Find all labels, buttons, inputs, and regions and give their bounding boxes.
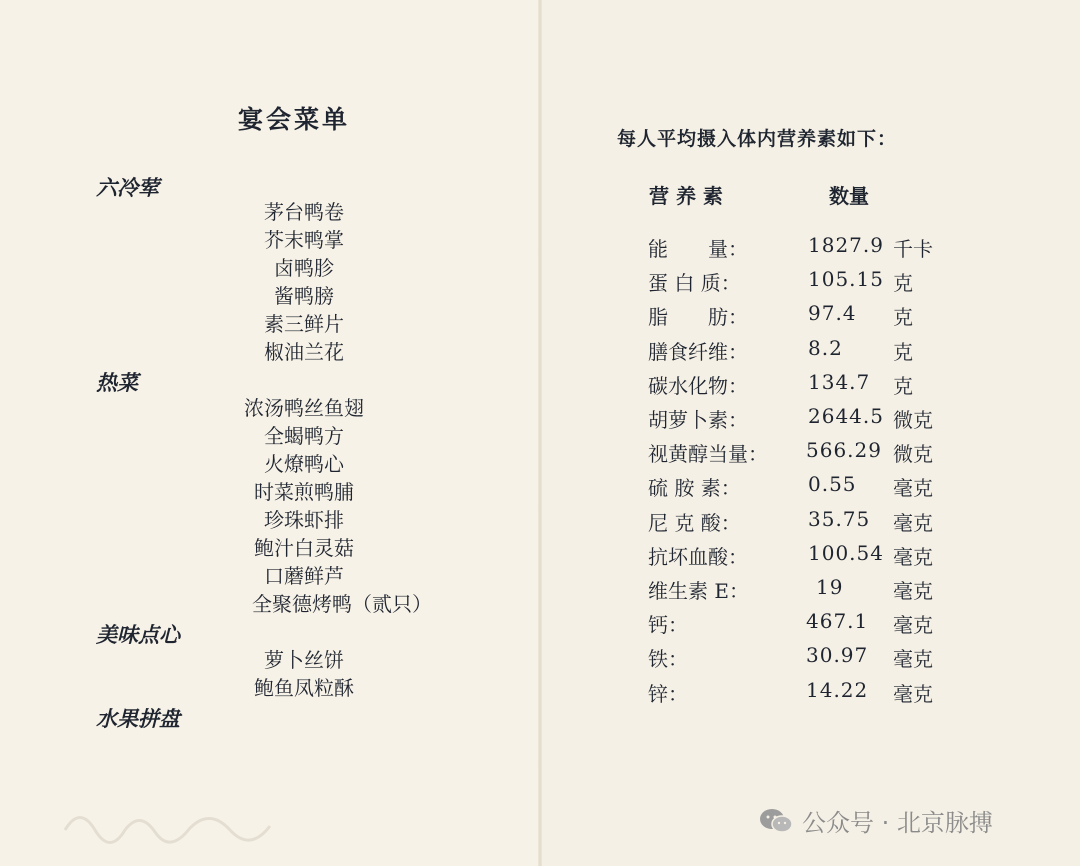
nutrient-name: 钙：	[648, 613, 688, 638]
nutrient-unit: 毫克	[893, 476, 933, 501]
category-fruit-platter: 水果拼盘	[96, 706, 180, 731]
nutrient-unit: 毫克	[893, 613, 933, 638]
watermark	[758, 803, 993, 838]
dish-item: 全聚德烤鸭（贰只）	[252, 592, 432, 616]
nutrient-name: 脂 肪：	[648, 305, 748, 330]
dish-item: 酱鸭膀	[274, 284, 334, 308]
nutrient-value: 105.15	[808, 267, 884, 292]
dish-item: 萝卜丝饼	[264, 648, 344, 672]
nutrient-value: 0.55	[808, 472, 857, 497]
dish-item: 椒油兰花	[264, 340, 344, 364]
dish-item: 时菜煎鸭脯	[254, 480, 354, 504]
nutrient-value: 100.54	[808, 540, 884, 565]
nutrient-value: 19	[816, 575, 844, 599]
nutrition-heading: 每人平均摄入体内营养素如下：	[617, 128, 898, 150]
nutrient-value: 8.2	[808, 335, 843, 360]
nutrient-value: 14.22	[806, 677, 869, 702]
nutrient-unit: 克	[893, 373, 913, 398]
nutrient-name: 硫 胺 素：	[648, 476, 741, 501]
nutrient-unit: 克	[893, 305, 913, 330]
category-cold-dishes: 六冷荤	[96, 175, 159, 200]
dish-item: 口蘑鲜芦	[264, 564, 344, 588]
nutrient-value: 97.4	[808, 301, 857, 326]
nutrient-name: 膳食纤维：	[648, 339, 748, 364]
nutrient-unit: 微克	[893, 442, 933, 467]
nutrient-unit: 克	[893, 339, 913, 364]
nutrient-name: 碳水化物：	[648, 373, 748, 398]
dish-item: 卤鸭胗	[274, 256, 334, 280]
dish-item: 芥末鸭掌	[264, 228, 344, 252]
nutrient-unit: 毫克	[893, 579, 933, 603]
category-hot-dishes: 热菜	[96, 370, 138, 395]
wechat-icon	[758, 806, 794, 836]
dish-item: 火燎鸭心	[264, 452, 344, 476]
nutrient-unit: 千卡	[893, 237, 933, 261]
nutrient-value: 566.29	[806, 438, 882, 463]
category-dim-sum: 美味点心	[96, 622, 180, 647]
nutrient-value: 30.97	[806, 643, 869, 668]
nutrient-value: 467.1	[806, 609, 869, 634]
nutrient-value: 35.75	[808, 506, 871, 531]
nutrient-name: 锌：	[648, 681, 688, 706]
column-header-amount: 数量	[829, 184, 869, 208]
watermark-text: 公众号 · 北京脉搏	[802, 809, 993, 837]
dish-item: 素三鲜片	[264, 312, 344, 336]
nutrient-unit: 克	[893, 271, 913, 296]
nutrient-name: 能 量：	[648, 237, 748, 261]
nutrient-name: 尼 克 酸：	[648, 510, 741, 535]
dish-item: 浓汤鸭丝鱼翅	[244, 396, 364, 420]
nutrient-name: 维生素 E：	[648, 579, 749, 603]
faint-signature	[60, 800, 300, 858]
dish-item: 茅台鸭卷	[264, 200, 344, 224]
nutrient-unit: 毫克	[893, 647, 933, 672]
nutrient-unit: 微克	[893, 408, 933, 432]
dish-item: 鲍鱼凤粒酥	[254, 676, 354, 700]
column-header-nutrient: 营 养 素	[649, 184, 723, 208]
nutrient-name: 铁：	[648, 647, 688, 672]
menu-title: 宴会菜单	[238, 105, 351, 134]
dish-item: 鲍汁白灵菇	[254, 536, 354, 560]
page-fold	[538, 0, 542, 866]
nutrient-name: 抗坏血酸：	[648, 544, 748, 569]
nutrient-name: 视黄醇当量：	[648, 442, 768, 467]
dish-item: 全蝎鸭方	[264, 424, 344, 448]
nutrient-name: 胡萝卜素：	[648, 408, 748, 432]
nutrient-unit: 毫克	[893, 681, 933, 706]
nutrient-unit: 毫克	[893, 544, 933, 569]
nutrient-value: 2644.5	[808, 404, 884, 428]
nutrient-name: 蛋 白 质：	[648, 271, 741, 296]
nutrient-value: 134.7	[808, 369, 871, 394]
nutrient-unit: 毫克	[893, 510, 933, 535]
nutrient-value: 1827.9	[808, 233, 884, 257]
dish-item: 珍珠虾排	[264, 508, 344, 532]
